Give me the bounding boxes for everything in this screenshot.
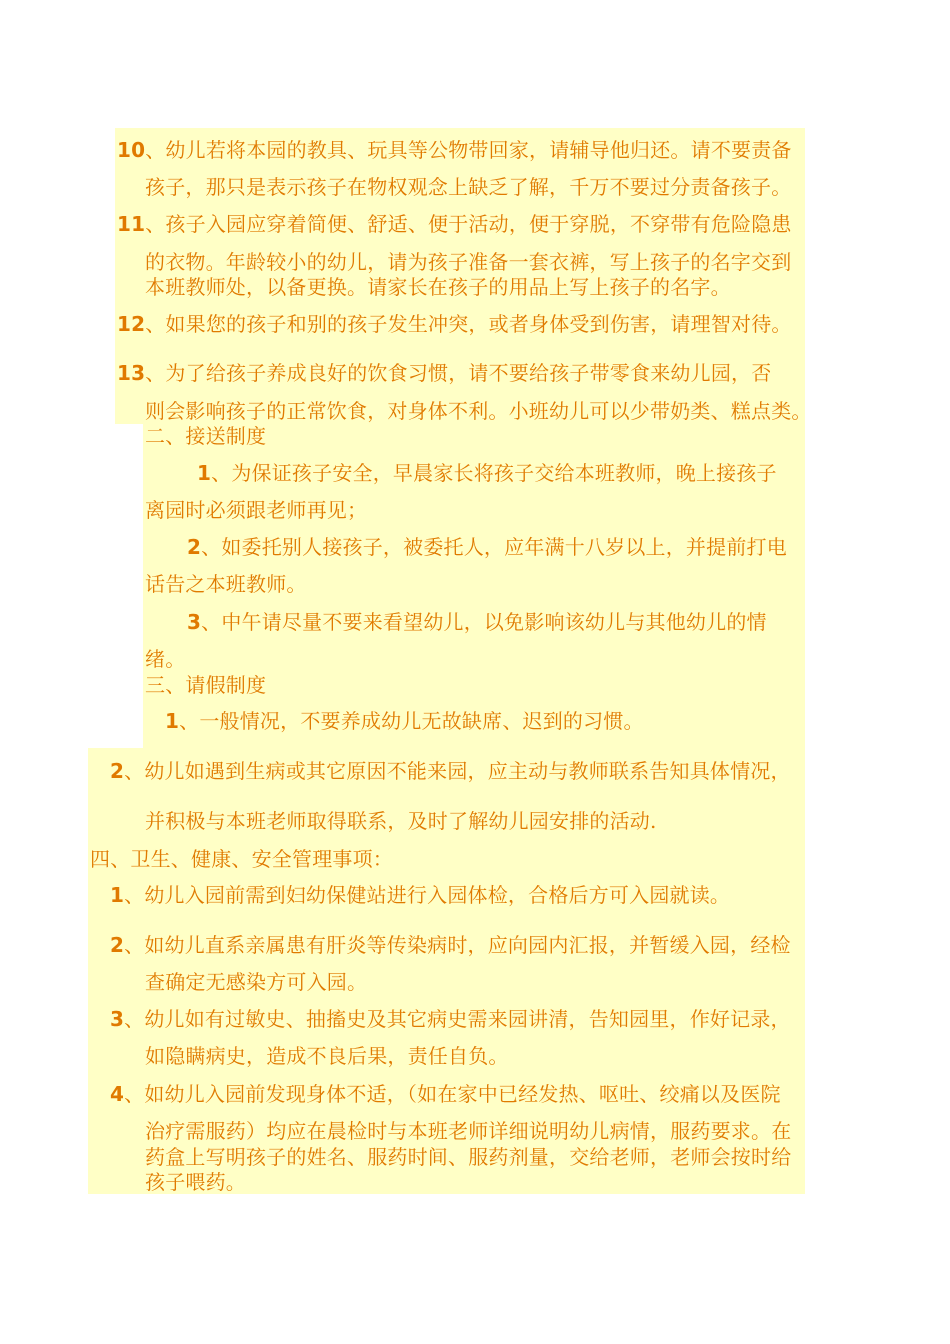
item-10-line-1: 10、幼儿若将本园的教具、玩具等公物带回家，请辅导他归还。请不要责备 <box>117 138 792 162</box>
pickup-item-2-line-2: 话告之本班教师。 <box>145 572 307 596</box>
item-10-line-2: 孩子，那只是表示孩子在物权观念上缺乏了解，千万不要过分责备孩子。 <box>145 175 792 199</box>
health-item-4-line-1: 4、如幼儿入园前发现身体不适，（如在家中已经发热、呕吐、绞痛以及医院 <box>110 1082 781 1106</box>
pickup-item-3-line-1: 3、中午请尽量不要来看望幼儿，以免影响该幼儿与其他幼儿的情 <box>187 610 767 634</box>
item-11-line-2: 的衣物。年龄较小的幼儿，请为孩子准备一套衣裤，写上孩子的名字交到 <box>145 250 792 274</box>
item-11-line-1: 11、孩子入园应穿着简便、舒适、便于活动，便于穿脱，不穿带有危险隐患 <box>117 212 792 236</box>
health-item-4-line-2: 治疗需服药）均应在晨检时与本班老师详细说明幼儿病情，服药要求。在 <box>145 1119 792 1143</box>
item-13-line-1: 13、为了给孩子养成良好的饮食习惯，请不要给孩子带零食来幼儿园，否 <box>117 361 772 385</box>
pickup-item-2-line-1: 2、如委托别人接孩子，被委托人，应年满十八岁以上，并提前打电 <box>187 535 787 559</box>
leave-item-2-line-2: 并积极与本班老师取得联系，及时了解幼儿园安排的活动. <box>145 809 657 833</box>
health-item-1-line-1: 1、幼儿入园前需到妇幼保健站进行入园体检，合格后方可入园就读。 <box>110 883 731 907</box>
pickup-item-3-line-2: 绪。 <box>145 647 186 671</box>
section-heading-health: 四、卫生、健康、安全管理事项： <box>90 847 393 871</box>
item-11-line-3: 本班教师处，以备更换。请家长在孩子的用品上写上孩子的名字。 <box>145 275 731 299</box>
health-item-3-line-2: 如隐瞒病史，造成不良后果，责任自负。 <box>145 1044 509 1068</box>
pickup-item-1-line-1: 1、为保证孩子安全，早晨家长将孩子交给本班教师，晚上接孩子 <box>197 461 777 485</box>
health-item-4-line-3: 药盒上写明孩子的姓名、服药时间、服药剂量，交给老师，老师会按时给 <box>145 1145 792 1169</box>
section-heading-leave: 三、请假制度 <box>145 673 267 697</box>
item-13-line-2: 则会影响孩子的正常饮食，对身体不利。小班幼儿可以少带奶类、糕点类。 <box>145 399 812 423</box>
health-item-2-line-1: 2、如幼儿直系亲属患有肝炎等传染病时，应向园内汇报，并暂缓入园，经检 <box>110 933 791 957</box>
health-item-3-line-1: 3、幼儿如有过敏史、抽搐史及其它病史需来园讲清，告知园里，作好记录， <box>110 1007 791 1031</box>
leave-item-1-line-1: 1、一般情况，不要养成幼儿无故缺席、迟到的习惯。 <box>165 709 644 733</box>
pickup-item-1-line-2: 离园时必须跟老师再见； <box>145 498 368 522</box>
leave-item-2-line-1: 2、幼儿如遇到生病或其它原因不能来园，应主动与教师联系告知具体情况， <box>110 759 791 783</box>
item-12-line-1: 12、如果您的孩子和别的孩子发生冲突，或者身体受到伤害，请理智对待。 <box>117 312 792 336</box>
health-item-2-line-2: 查确定无感染方可入园。 <box>145 970 368 994</box>
health-item-4-line-4: 孩子喂药。 <box>145 1170 246 1194</box>
section-heading-pickup: 二、接送制度 <box>145 424 267 448</box>
